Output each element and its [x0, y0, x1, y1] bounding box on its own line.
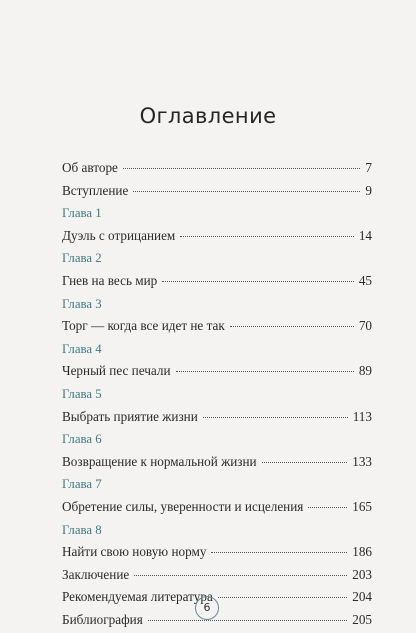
toc-page-number: 203	[352, 566, 372, 582]
toc-entry	[62, 496, 372, 519]
chapter-label-text: Глава 1	[62, 206, 102, 221]
table-of-contents	[62, 157, 372, 631]
toc-page-number: 89	[358, 363, 372, 379]
toc-entry-title: Вступление	[62, 182, 129, 198]
dot-leader	[134, 575, 347, 576]
toc-chapter-label	[62, 247, 372, 270]
toc-entry-title: Черный пес печали	[62, 363, 171, 379]
toc-page-number: 205	[352, 611, 372, 627]
chapter-label-text: Глава 6	[62, 432, 102, 447]
toc-chapter-label	[62, 473, 372, 496]
toc-entry-title: Рекомендуемая литература	[62, 589, 213, 605]
toc-entry-title: Обретение силы, уверенности и исцеления	[62, 498, 304, 514]
chapter-label-text: Глава 4	[62, 341, 102, 356]
toc-entry	[62, 360, 372, 383]
dot-leader	[180, 236, 354, 237]
toc-entry-title: Возвращение к нормальной жизни	[62, 453, 257, 469]
dot-leader	[230, 326, 354, 327]
toc-page-number: 186	[352, 544, 372, 560]
toc-entry-title: Найти свою новую норму	[62, 544, 207, 560]
dot-leader	[162, 281, 354, 282]
page-title: Оглавление	[139, 104, 277, 128]
toc-chapter-label	[62, 293, 372, 316]
dot-leader	[203, 417, 348, 418]
toc-entry-title: Выбрать приятие жизни	[62, 408, 198, 424]
chapter-label-text: Глава 7	[62, 477, 102, 492]
toc-page-number: 7	[365, 160, 372, 175]
dot-leader	[308, 507, 347, 508]
toc-chapter-label	[62, 202, 372, 225]
toc-page-number: 133	[352, 453, 372, 469]
toc-entry-title: Библиография	[62, 611, 143, 627]
toc-page-number: 45	[358, 272, 372, 288]
toc-entry	[62, 225, 372, 248]
toc-entry-title: Дуэль с отрицанием	[62, 227, 176, 243]
toc-entry	[62, 315, 372, 338]
dot-leader	[211, 552, 347, 553]
toc-page-number: 113	[352, 408, 372, 424]
toc-entry-title: Гнев на весь мир	[62, 272, 158, 288]
chapter-label-text: Глава 8	[62, 522, 102, 537]
dot-leader	[148, 620, 347, 621]
dot-leader	[218, 597, 347, 598]
toc-entry	[62, 180, 372, 203]
toc-entry	[62, 541, 372, 564]
dot-leader	[176, 371, 354, 372]
toc-entry	[62, 157, 372, 180]
page-number-badge: 6	[195, 596, 219, 620]
toc-page-number: 14	[358, 227, 372, 243]
toc-chapter-label	[62, 519, 372, 542]
toc-entry-title: Заключение	[62, 566, 130, 582]
toc-chapter-label	[62, 428, 372, 451]
chapter-label-text: Глава 3	[62, 296, 102, 311]
toc-page-number: 165	[352, 498, 372, 514]
toc-entry	[62, 564, 372, 587]
toc-chapter-label	[62, 383, 372, 406]
toc-page-number: 70	[358, 318, 372, 334]
toc-page-number: 204	[352, 589, 372, 605]
dot-leader	[123, 168, 360, 169]
chapter-label-text: Глава 5	[62, 386, 102, 401]
toc-entry-title: Об авторе	[62, 160, 118, 175]
toc-entry	[62, 270, 372, 293]
toc-page-number: 9	[365, 182, 372, 198]
chapter-label-text: Глава 2	[62, 251, 102, 266]
dot-leader	[133, 191, 360, 192]
toc-entry-title: Торг — когда все идет не так	[62, 318, 225, 334]
toc-entry	[62, 451, 372, 474]
toc-chapter-label	[62, 338, 372, 361]
toc-entry	[62, 406, 372, 429]
dot-leader	[262, 462, 348, 463]
